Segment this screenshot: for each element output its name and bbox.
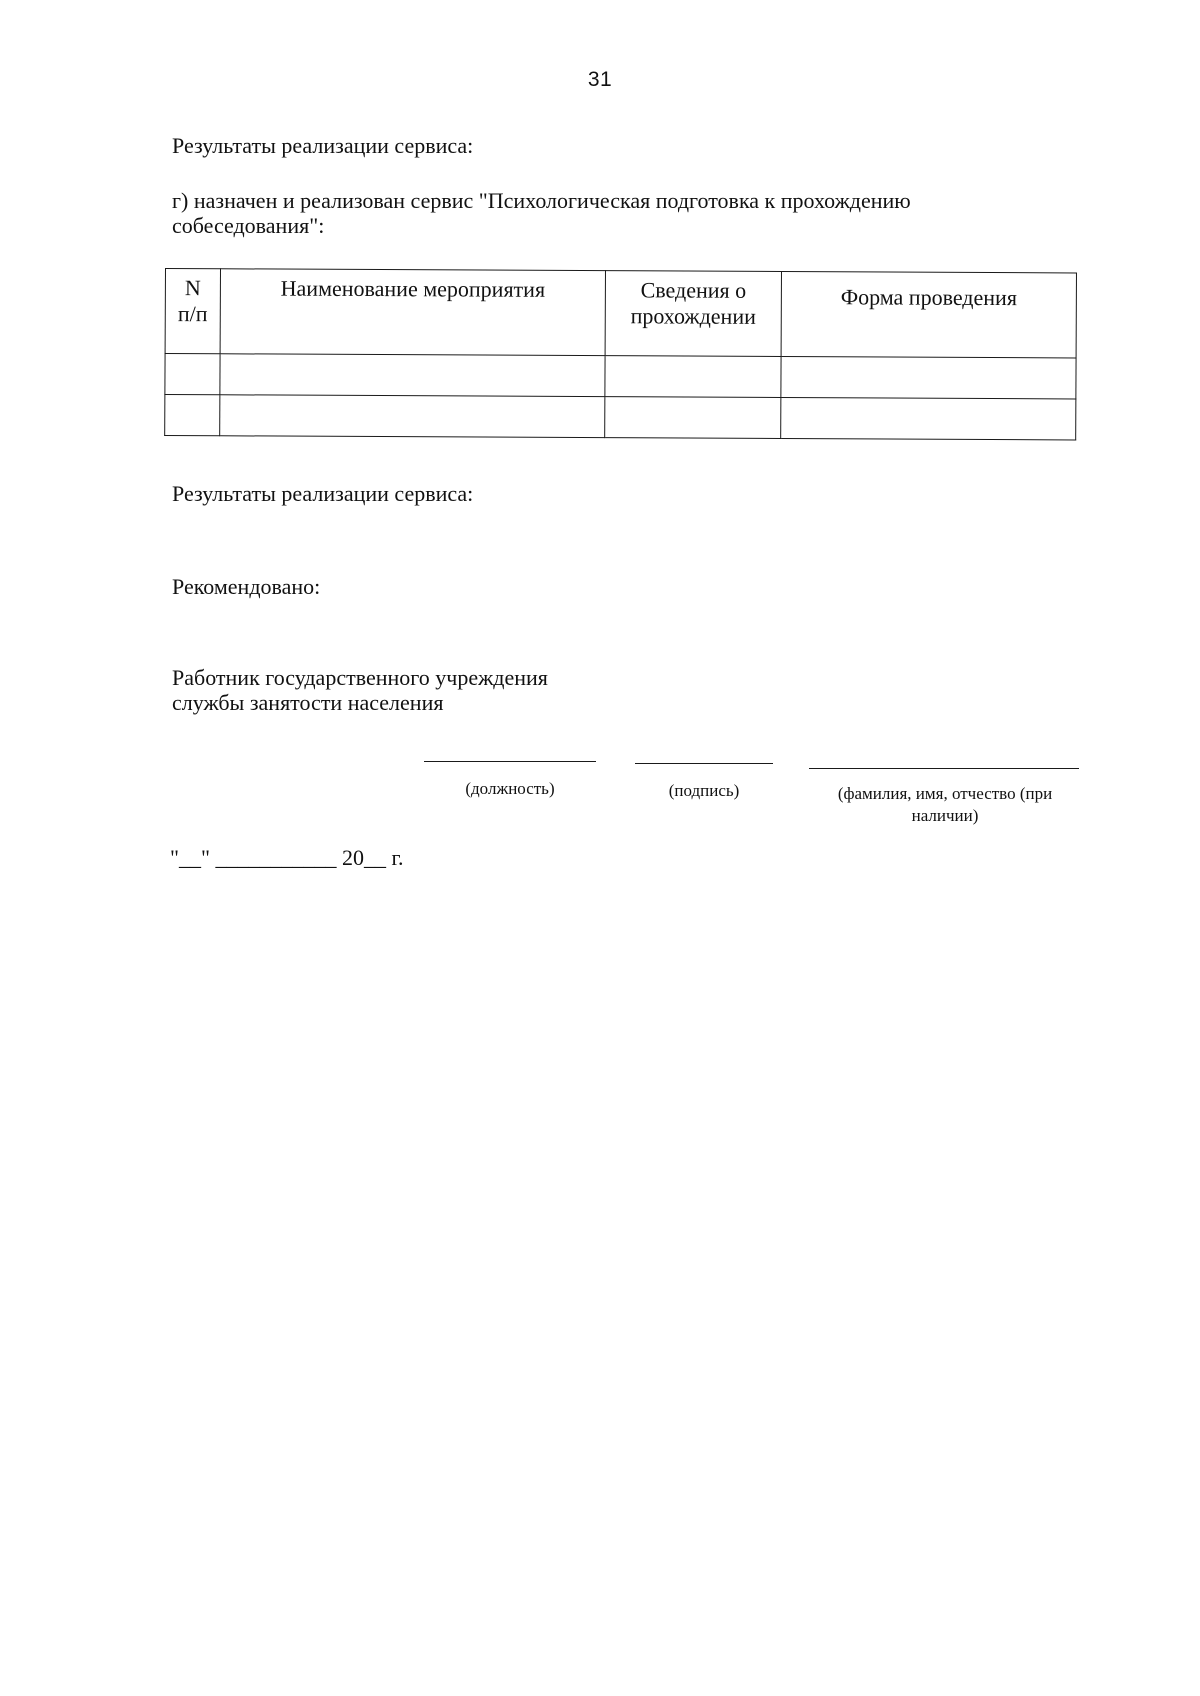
table-cell-name xyxy=(220,395,605,438)
table-cell-number xyxy=(165,354,220,395)
worker-line-2: службы занятости населения xyxy=(172,690,444,715)
header-form xyxy=(781,272,1076,358)
header-number-line-1: N xyxy=(184,275,201,301)
header-number xyxy=(165,269,220,354)
fio-caption-line-1: (фамилия, имя, отчество (при xyxy=(837,784,1053,803)
results-heading-bottom: Результаты реализации сервиса: xyxy=(172,481,474,506)
header-name-text: Наименование мероприятия xyxy=(280,275,546,302)
table-cell-form xyxy=(781,357,1076,399)
table-cell-info xyxy=(605,356,781,398)
table-cell-form xyxy=(781,398,1076,440)
table-cell-number xyxy=(165,395,220,436)
table-cell-info xyxy=(605,397,781,439)
table-row xyxy=(165,395,1076,440)
header-number-line-2: п/п xyxy=(177,301,208,327)
signature-line xyxy=(635,763,773,764)
results-heading-top: Результаты реализации сервиса: xyxy=(172,133,474,158)
table-cell-name xyxy=(220,354,605,397)
header-info xyxy=(605,271,781,357)
table-header-row xyxy=(165,269,1076,358)
recommended-label: Рекомендовано: xyxy=(172,574,321,599)
fio-line xyxy=(809,768,1079,769)
header-info-line-2: прохождении xyxy=(630,303,756,329)
fio-caption-line-2: наличии) xyxy=(911,806,979,825)
page-number: 31 xyxy=(587,68,613,91)
worker-line-1: Работник государственного учреждения xyxy=(172,665,548,690)
signature-caption: (подпись) xyxy=(668,781,740,800)
header-name xyxy=(220,269,605,356)
service-table xyxy=(164,268,1077,440)
service-description-line-2: собеседования": xyxy=(172,213,325,238)
position-line xyxy=(424,761,596,762)
table-row xyxy=(165,354,1076,399)
header-info-line-1: Сведения о xyxy=(640,277,747,303)
date-line: "__" ___________ 20__ г. xyxy=(170,845,404,870)
service-description-line-1: г) назначен и реализован сервис "Психологическая подготовка к прохождению xyxy=(172,188,911,213)
position-caption: (должность) xyxy=(465,779,555,798)
header-form-text: Форма проведения xyxy=(840,284,1018,311)
